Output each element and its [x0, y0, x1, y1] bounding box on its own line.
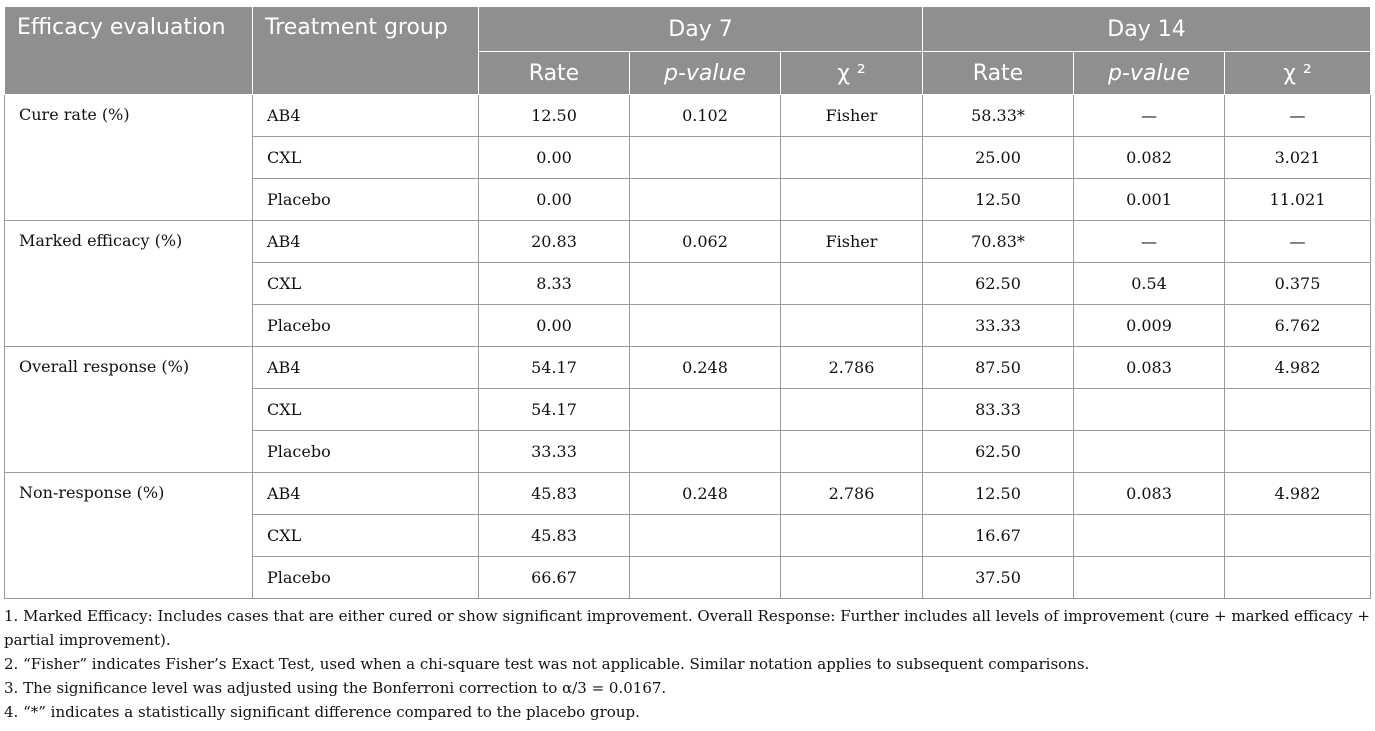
day14-rate-cell: 58.33* [923, 95, 1074, 137]
day14-p-value-cell [1074, 557, 1225, 599]
day7-rate-cell: 45.83 [479, 473, 630, 515]
day14-rate-cell: 87.50 [923, 347, 1074, 389]
day7-p-value-cell: 0.248 [630, 347, 781, 389]
day14-p-value-cell: 0.001 [1074, 179, 1225, 221]
table-row [5, 95, 1371, 137]
day14-rate-cell: 62.50 [923, 263, 1074, 305]
day14-p-value-cell: 0.082 [1074, 137, 1225, 179]
day7-rate-cell: 0.00 [479, 305, 630, 347]
footnote-4: 4. “*” indicates a statistically significant difference compared to the placebo group. [4, 703, 640, 721]
day14-rate-cell: 83.33 [923, 389, 1074, 431]
day7-p-value-cell [630, 305, 781, 347]
day14-rate-cell: 25.00 [923, 137, 1074, 179]
day14-chi2-cell [1225, 431, 1371, 473]
header-day7-chi2: χ ² [781, 52, 923, 95]
treatment-group-cell: Placebo [253, 557, 479, 599]
day7-rate-cell: 0.00 [479, 137, 630, 179]
day7-rate-cell: 8.33 [479, 263, 630, 305]
efficacy-evaluation-cell: Cure rate (%) [5, 95, 253, 221]
day7-p-value-cell [630, 263, 781, 305]
day7-p-value-cell [630, 137, 781, 179]
day7-chi2-cell [781, 263, 923, 305]
day14-p-value-cell: — [1074, 95, 1225, 137]
day14-chi2-cell: 3.021 [1225, 137, 1371, 179]
day7-rate-cell: 54.17 [479, 347, 630, 389]
day7-p-value-cell [630, 515, 781, 557]
footnote-2: 2. “Fisher” indicates Fisher’s Exact Test, used when a chi-square test was not applicable. Similar notation applies to subsequent comparisons. [4, 655, 1090, 673]
header-day7-rate: Rate [479, 52, 630, 95]
header-efficacy-evaluation: Efficacy evaluation [5, 7, 253, 95]
day7-rate-cell: 66.67 [479, 557, 630, 599]
day7-rate-cell: 12.50 [479, 95, 630, 137]
treatment-group-cell: Placebo [253, 179, 479, 221]
day14-rate-cell: 12.50 [923, 473, 1074, 515]
table-row [5, 347, 1371, 389]
efficacy-table-container [4, 6, 1370, 599]
treatment-group-cell: CXL [253, 263, 479, 305]
day7-p-value-cell [630, 389, 781, 431]
day7-p-value-cell [630, 179, 781, 221]
day7-chi2-cell [781, 179, 923, 221]
day14-p-value-cell [1074, 515, 1225, 557]
day14-chi2-cell: — [1225, 221, 1371, 263]
day14-p-value-cell [1074, 431, 1225, 473]
day7-rate-cell: 20.83 [479, 221, 630, 263]
table-footnotes [4, 604, 1370, 724]
footnote-1: 1. Marked Efficacy: Includes cases that are either cured or show significant improvement. Overall Response: Further includes all levels of improvement (cure + marked efficacy + partial improvement). [4, 607, 1370, 649]
treatment-group-cell: Placebo [253, 431, 479, 473]
efficacy-table [4, 6, 1371, 599]
day7-rate-cell: 54.17 [479, 389, 630, 431]
treatment-group-cell: CXL [253, 137, 479, 179]
day7-chi2-cell: 2.786 [781, 473, 923, 515]
day7-p-value-cell: 0.062 [630, 221, 781, 263]
day7-rate-cell: 45.83 [479, 515, 630, 557]
header-day14-rate: Rate [923, 52, 1074, 95]
day14-rate-cell: 12.50 [923, 179, 1074, 221]
treatment-group-cell: Placebo [253, 305, 479, 347]
day14-p-value-cell: 0.54 [1074, 263, 1225, 305]
day7-chi2-cell: Fisher [781, 95, 923, 137]
day14-chi2-cell [1225, 389, 1371, 431]
treatment-group-cell: AB4 [253, 221, 479, 263]
day14-chi2-cell: 4.982 [1225, 473, 1371, 515]
efficacy-evaluation-cell: Overall response (%) [5, 347, 253, 473]
efficacy-evaluation-cell: Marked efficacy (%) [5, 221, 253, 347]
treatment-group-cell: AB4 [253, 95, 479, 137]
day7-chi2-cell [781, 515, 923, 557]
day14-chi2-cell: 11.021 [1225, 179, 1371, 221]
day14-rate-cell: 70.83* [923, 221, 1074, 263]
day14-rate-cell: 37.50 [923, 557, 1074, 599]
day14-p-value-cell [1074, 389, 1225, 431]
day14-rate-cell: 16.67 [923, 515, 1074, 557]
day14-chi2-cell [1225, 557, 1371, 599]
day7-chi2-cell: Fisher [781, 221, 923, 263]
table-body [5, 95, 1371, 599]
treatment-group-cell: AB4 [253, 473, 479, 515]
day7-chi2-cell [781, 137, 923, 179]
day7-p-value-cell: 0.102 [630, 95, 781, 137]
day14-rate-cell: 33.33 [923, 305, 1074, 347]
day14-chi2-cell: 6.762 [1225, 305, 1371, 347]
efficacy-evaluation-cell: Non-response (%) [5, 473, 253, 599]
day14-p-value-cell: — [1074, 221, 1225, 263]
day7-chi2-cell [781, 557, 923, 599]
header-treatment-group: Treatment group [253, 7, 479, 95]
day14-chi2-cell: — [1225, 95, 1371, 137]
day7-chi2-cell [781, 389, 923, 431]
header-day14-chi2: χ ² [1225, 52, 1371, 95]
table-header [5, 7, 1371, 95]
day7-rate-cell: 0.00 [479, 179, 630, 221]
day7-chi2-cell [781, 305, 923, 347]
treatment-group-cell: AB4 [253, 347, 479, 389]
footnote-3: 3. The significance level was adjusted using the Bonferroni correction to α/3 = 0.0167. [4, 679, 667, 697]
header-day14: Day 14 [923, 7, 1371, 52]
header-day7-p-value: p-value [630, 52, 781, 95]
day7-p-value-cell: 0.248 [630, 473, 781, 515]
table-row [5, 221, 1371, 263]
header-day14-p-value: p-value [1074, 52, 1225, 95]
day14-rate-cell: 62.50 [923, 431, 1074, 473]
day7-p-value-cell [630, 431, 781, 473]
day7-p-value-cell [630, 557, 781, 599]
treatment-group-cell: CXL [253, 389, 479, 431]
day7-chi2-cell: 2.786 [781, 347, 923, 389]
day7-rate-cell: 33.33 [479, 431, 630, 473]
treatment-group-cell: CXL [253, 515, 479, 557]
day14-p-value-cell: 0.083 [1074, 347, 1225, 389]
day7-chi2-cell [781, 431, 923, 473]
day14-p-value-cell: 0.009 [1074, 305, 1225, 347]
header-day7: Day 7 [479, 7, 923, 52]
day14-chi2-cell [1225, 515, 1371, 557]
day14-p-value-cell: 0.083 [1074, 473, 1225, 515]
table-row [5, 473, 1371, 515]
day14-chi2-cell: 4.982 [1225, 347, 1371, 389]
day14-chi2-cell: 0.375 [1225, 263, 1371, 305]
